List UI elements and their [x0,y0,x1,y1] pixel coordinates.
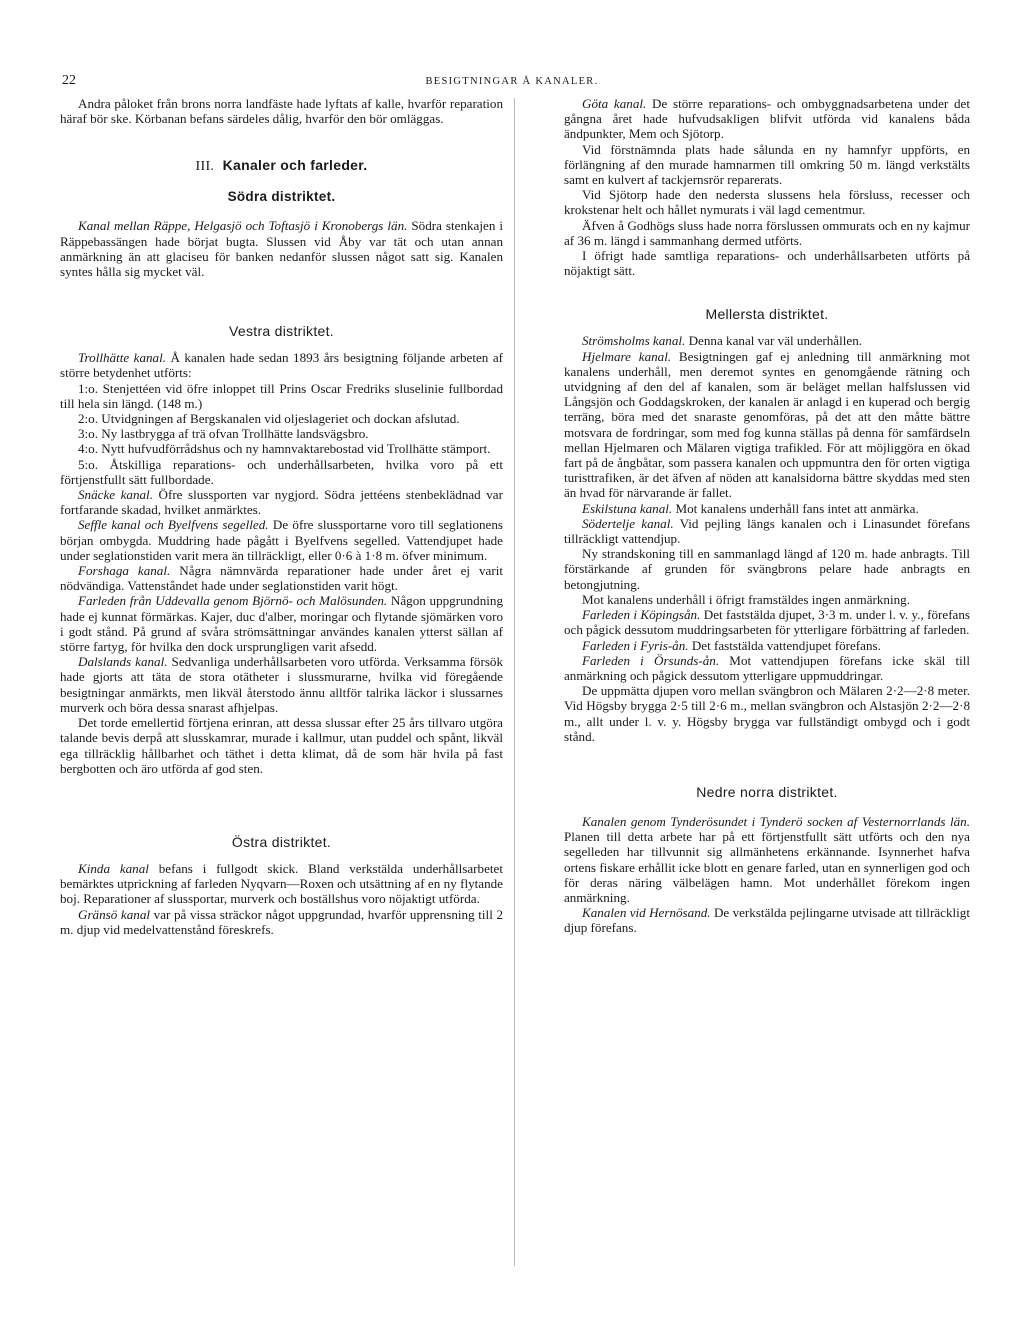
running-head: BESIGTNINGAR Å KANALER. [425,76,599,87]
canal-name: Farleden i Köpingsån. [582,607,701,623]
paragraph: Mot kanalens underhåll fans intet att anmärka. [675,500,919,516]
paragraph: 2:o. Utvidgningen af Bergskanalen vid oljeslageriet och dockan afslutad. [78,411,460,427]
canal-name: Farleden i Fyris-ån. [582,637,689,653]
paragraph: Planen till detta arbete har på ett förtjenstfullt sätt utförts och den nya segelleden har tillvunnit sig allmänhetens erkännande. Isynnerhet hafva ortens fiskare erhållit icke blott en genare farled, utan en synnerligen god och för deras näring välbelägen hamn. Mot underhållet förekom ingen anmärkning. [564,829,970,905]
canal-name: Kanalen genom Tynderösundet i Tynderö socken af Vesternorrlands län. [582,813,970,829]
paragraph: Mot vattendjupen förefans icke skäl till anmärkning och pågick dessutom ytterligare uppmuddringar. [564,652,970,683]
canal-name: Kanalen vid Hernösand. [582,905,711,921]
paragraph: Vid pejling längs kanalen och i Linasundet förefans tillräckligt vattendjup. [564,515,970,547]
paragraph: Mot kanalens underhåll i öfrigt framstäldes ingen anmärkning. [582,591,910,607]
right-column [564,96,970,936]
paragraph: Det torde emellertid förtjena erinran, att dessa slussar efter 25 års tillvaro utgöra talande bevis derpå att slusskamrar, murade i kallmur, utan puddel och spånt, likväl ega tillräcklig hållbarhet och täthet i detta klimat, då de som här hvila på fast bergbotten och äro utförda af god sten. [60,715,503,776]
canal-name: Eskilstuna kanal. [582,500,673,516]
paragraph: 4:o. Nytt hufvudförrådshus och ny hamnvaktarebostad vid Trollhätte stämport. [78,441,491,457]
paragraph: 1:o. Stenjettéen vid öfre inloppet till Prins Oscar Fredriks sluselinie fullbordad till hela sin längd. (148 m.) [60,380,503,411]
canal-name: Seffle kanal och Byelfvens segelled. [78,517,269,533]
paragraph: De öfre slussportarne voro till seglationens början ombygda. Muddring hade pågått i Byelfvens segelled. Vattendjupet hade under seglationstiden varit mera än tillräckligt, eller 0·6 à 1·8 m. öfver minimum. [60,517,504,563]
left-column [60,96,503,937]
paragraph: Besigtningen gaf ej anledning till anmärkning mot kanalens underhåll, men deremot syntes en genomgående rätning och utvidgning af den del af kanalen, som är beläget mellan halfslussen vid Långsjön och Goddagskroken, der kanalen är anlagd i en kuperad och bergig terräng, böra med det snaraste genomföras, på det att den måtte bättre motsvara de fordringar, som med fog kunna ställas på denna för samfärdseln mellan Hjelmaren och Mälaren vigtiga trafikled. För att möjliggöra en ökad fart på de ångbåtar, som passera kanalen och uppmuntra den för orten vigtiga turisttrafiken, är det äfven af nöden att kanalsidorna bättre skyddas med sten än hvad för närvarande är fallet. [564,348,970,501]
paragraph: De uppmätta djupen voro mellan svängbron och Mälaren 2·2—2·8 meter. Vid Högsby brygga 2·5 till 2·6 m., mellan svängbron och Alstasjön 2·2—2·8 m., allt under l. v. y. Högsby brygga var fullständigt ombygd och i godt stånd. [564,683,970,744]
canal-name: Forshaga kanal. [78,563,171,579]
paragraph: Vid Sjötorp hade den nedersta slussens hela försluss, recesser och krokstenar helt och hållet nymurats i väl lagd cementmur. [564,187,970,218]
district-heading: Östra distriktet. [231,833,332,850]
canal-name: Dalslands kanal. [78,654,168,670]
paragraph: Några nämnvärda reparationer hade under året ej varit nödvändiga. Vattenståndet hade under seglationstiden varit högt. [60,563,503,594]
paragraph: Södra stenkajen i Räppebassängen hade börjat bugta. Slussen vid Åby var tät och utan annan anmärkning än att glaciseu för banken nedanför slussen något satt sig. Kanalen syntes hålla sig mycket väl. [60,218,503,280]
section-title: Kanaler och farleder. [222,157,368,174]
district-heading: Vestra distriktet. [229,323,334,340]
canal-name: Snäcke kanal. [78,487,153,503]
column-rule [514,98,515,1266]
paragraph: Det faststälda vattendjupet förefans. [691,637,881,653]
paragraph: Å kanalen hade sedan 1893 års besigtning följande arbeten af större betydenhet utförts: [60,350,503,381]
paragraph: Det faststälda djupet, 3·3 m. under l. v. y., förefans och pågick dessutom muddringsarbeten för ytterligare förbättring af farleden. [564,607,971,638]
paragraph: befans i fullgodt skick. Bland verkstälda underhållsarbetet bemärktes utprickning af farleden Nyqvarn—Roxen och utsättning af en ny flytande boj. Reparationer af slussportar, murverk och boställshus voro nöjaktigt utförda. [60,860,503,907]
canal-name: Södertelje kanal. [582,515,674,531]
section-heading [60,157,503,175]
paragraph: Vid förstnämnda plats hade sålunda en ny hamnfyr uppförts, en förlängning af den murade hamnarmen till omkring 50 m. längd verkstälts samt en kulvert af tackjernsrör reparerats. [564,141,970,188]
paragraph: Äfven å Godhögs sluss hade norra förslussen ommurats och en ny kajmur af 36 m. längd i sammanhang dermed utförts. [564,217,970,248]
paragraph: De verkstälda pejlingarne utvisade att tillräckligt djup förefans. [564,905,970,936]
paragraph: Denna kanal var väl underhållen. [688,333,863,349]
page-number: 22 [62,73,76,88]
paragraph: 5:o. Åtskilliga reparations- och underhållsarbeten, hvilka voro på ett förtjenstfullt sätt fullbordade. [60,456,503,487]
paragraph: var på vissa sträckor något uppgrundad, hvarför upprensning till 2 m. djup vid medelvattenstånd föreskrefs. [60,906,503,937]
paragraph: 3:o. Ny lastbrygga af trä ofvan Trollhätte landsvägsbro. [78,426,369,442]
canal-name: Kinda kanal [78,860,149,876]
section-number: III. [195,159,215,175]
canal-name: Farleden i Örsunds-ån. [582,652,720,668]
paragraph: Andra påloket från brons norra landfäste hade lyftats af kalle, hvarför reparation häraf bör ske. Körbanan befans särdeles dålig, hvarför den bör omläggas. [60,96,503,127]
paragraph: Någon uppgrundning hade ej kunnat förmärkas. Kajer, duc d'alber, moringar och flytande sjömärken voro i godt stånd. På grund af svåra strömsättningar användes kanalen ytterst sällan af större fartyg, för hvilka den dock ursprungligen varit afsedd. [60,593,503,655]
district-heading: Mellersta distriktet. [705,306,829,323]
canal-name: Farleden från Uddevalla genom Björnö- och Malösunden. [78,593,388,609]
paragraph: Öfre slussporten var nygjord. Södra jettéens stenbeklädnad var fortfarande skadad, hvilket anmärktes. [60,487,503,518]
paragraph: De större reparations- och ombyggnadsarbetena under det gångna året hade hufvudsakligen blifvit utförda vid kanalens båda ändpunkter, Mem och Sjötorp. [564,96,970,142]
canal-name: Strömsholms kanal. [582,333,686,349]
canal-name: Kanal mellan Räppe, Helgasjö och Toftasjö i Kronobergs län. [78,218,408,234]
canal-name: Gränsö kanal [78,906,151,922]
canal-name: Hjelmare kanal. [582,348,672,364]
canal-name: Trollhätte kanal. [78,350,167,366]
district-heading: Södra distriktet. [227,189,336,205]
paragraph: I öfrigt hade samtliga reparations- och underhållsarbeten utförts på nöjaktigt sätt. [564,248,970,279]
paragraph: Ny strandskoning till en sammanlagd längd af 120 m. hade anbragts. Till förstärkande af grunden för svängbrons pelare hade anbragts en betongjutning. [564,546,970,592]
canal-name: Göta kanal. [582,96,647,111]
district-heading: Nedre norra distriktet. [696,783,838,800]
paragraph: Sedvanliga underhållsarbeten voro utförda. Verksamma försök hade gjorts att täta de stora otätheter i slussmurarne, hvilka vid föregående besigtningar anmärkts, men likväl återstodo ännu alltför talrika läckor i slussarnes murverk och böra dessa snarast afhjelpas. [60,654,504,715]
